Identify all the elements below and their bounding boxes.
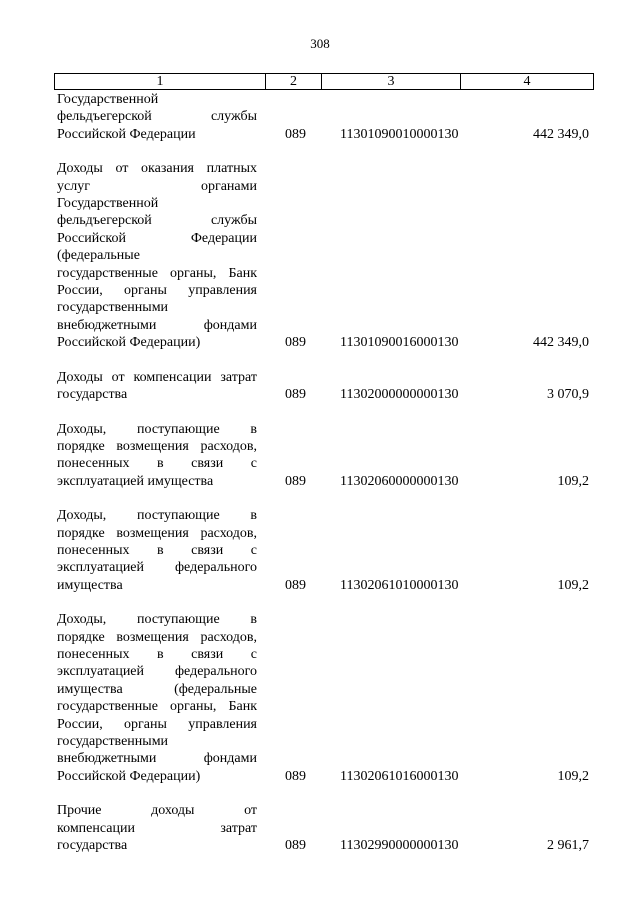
- description-line: Доходы от компенсации затрат: [57, 369, 257, 385]
- description-line: Доходы от оказания платных: [57, 161, 257, 177]
- amount-cell: 442 349,0: [533, 126, 589, 142]
- description-line: внебюджетными фондами: [57, 317, 257, 333]
- row-description: [57, 160, 257, 351]
- table-body: [0, 91, 640, 854]
- admin-code-cell: 089: [285, 838, 306, 854]
- income-code-cell: 11302990000000130: [340, 838, 459, 854]
- description-line: понесенных в связи с: [57, 456, 257, 472]
- row-description: [57, 802, 257, 854]
- description-line: государственные органы, Банк: [57, 265, 257, 281]
- description-line: Доходы, поступающие в: [57, 612, 257, 628]
- description-line: государства: [57, 387, 128, 403]
- description-line: фельдъегерской службы: [57, 213, 257, 229]
- description-line: России, органы управления: [57, 283, 257, 299]
- description-line: имущества: [57, 577, 123, 593]
- description-line: государственными: [57, 734, 169, 749]
- table-row: [0, 369, 640, 404]
- column-header-table: [54, 73, 594, 90]
- description-line: эксплуатацией имущества: [57, 473, 214, 489]
- income-code-cell: 11302060000000130: [340, 473, 459, 489]
- description-line: порядке возмещения расходов,: [57, 629, 257, 645]
- table-row: [0, 802, 640, 854]
- amount-cell: 109,2: [557, 768, 589, 784]
- amount-cell: 2 961,7: [547, 838, 589, 854]
- amount-cell: 109,2: [557, 577, 589, 593]
- table-row: [0, 421, 640, 491]
- description-line: Прочие доходы от: [57, 803, 257, 819]
- description-line: Российской Федерации): [57, 335, 201, 351]
- description-line: имущества (федеральные: [57, 681, 257, 697]
- description-line: Российской Федерации): [57, 768, 201, 784]
- row-description: [57, 91, 257, 143]
- income-code-cell: 11302061010000130: [340, 577, 459, 593]
- income-code-cell: 11302000000000130: [340, 387, 459, 403]
- amount-cell: 442 349,0: [533, 335, 589, 351]
- admin-code-cell: 089: [285, 335, 306, 351]
- table-row: [0, 91, 640, 143]
- column-header-2: 2: [266, 74, 322, 90]
- income-code-cell: 11301090010000130: [340, 126, 459, 142]
- description-line: Доходы, поступающие в: [57, 421, 257, 437]
- admin-code-cell: 089: [285, 577, 306, 593]
- description-line: государственные органы, Банк: [57, 699, 257, 715]
- row-description: [57, 421, 257, 491]
- row-description: [57, 507, 257, 594]
- admin-code-cell: 089: [285, 768, 306, 784]
- row-description: [57, 369, 257, 404]
- table-row: [0, 160, 640, 351]
- description-line: Государственной: [57, 92, 159, 107]
- table-row: [0, 507, 640, 594]
- description-line: Российской Федерации: [57, 126, 196, 142]
- description-line: услуг органами: [57, 178, 257, 194]
- column-header-row: [55, 74, 594, 90]
- description-line: России, органы управления: [57, 716, 257, 732]
- page-number: 308: [310, 36, 330, 51]
- description-line: компенсации затрат: [57, 820, 257, 836]
- column-header-1: 1: [55, 74, 266, 90]
- table-row: [0, 611, 640, 785]
- description-line: понесенных в связи с: [57, 542, 257, 558]
- description-line: порядке возмещения расходов,: [57, 438, 257, 454]
- income-code-cell: 11302061016000130: [340, 768, 459, 784]
- description-line: Доходы, поступающие в: [57, 508, 257, 524]
- income-code-cell: 11301090016000130: [340, 335, 459, 351]
- admin-code-cell: 089: [285, 473, 306, 489]
- amount-cell: 3 070,9: [547, 387, 589, 403]
- description-line: эксплуатацией федерального: [57, 560, 257, 576]
- description-line: государства: [57, 838, 128, 854]
- description-line: государственными: [57, 300, 169, 316]
- amount-cell: 109,2: [557, 473, 589, 489]
- description-line: внебюджетными фондами: [57, 751, 257, 767]
- description-line: Российской Федерации: [57, 230, 257, 246]
- admin-code-cell: 089: [285, 126, 306, 142]
- description-line: (федеральные: [57, 248, 140, 264]
- description-line: эксплуатацией федерального: [57, 664, 257, 680]
- description-line: Государственной: [57, 196, 159, 212]
- description-line: порядке возмещения расходов,: [57, 525, 257, 541]
- admin-code-cell: 089: [285, 387, 306, 403]
- column-header-3: 3: [322, 74, 461, 90]
- description-line: фельдъегерской службы: [57, 109, 257, 125]
- row-description: [57, 611, 257, 785]
- description-line: понесенных в связи с: [57, 646, 257, 662]
- column-header-4: 4: [461, 74, 594, 90]
